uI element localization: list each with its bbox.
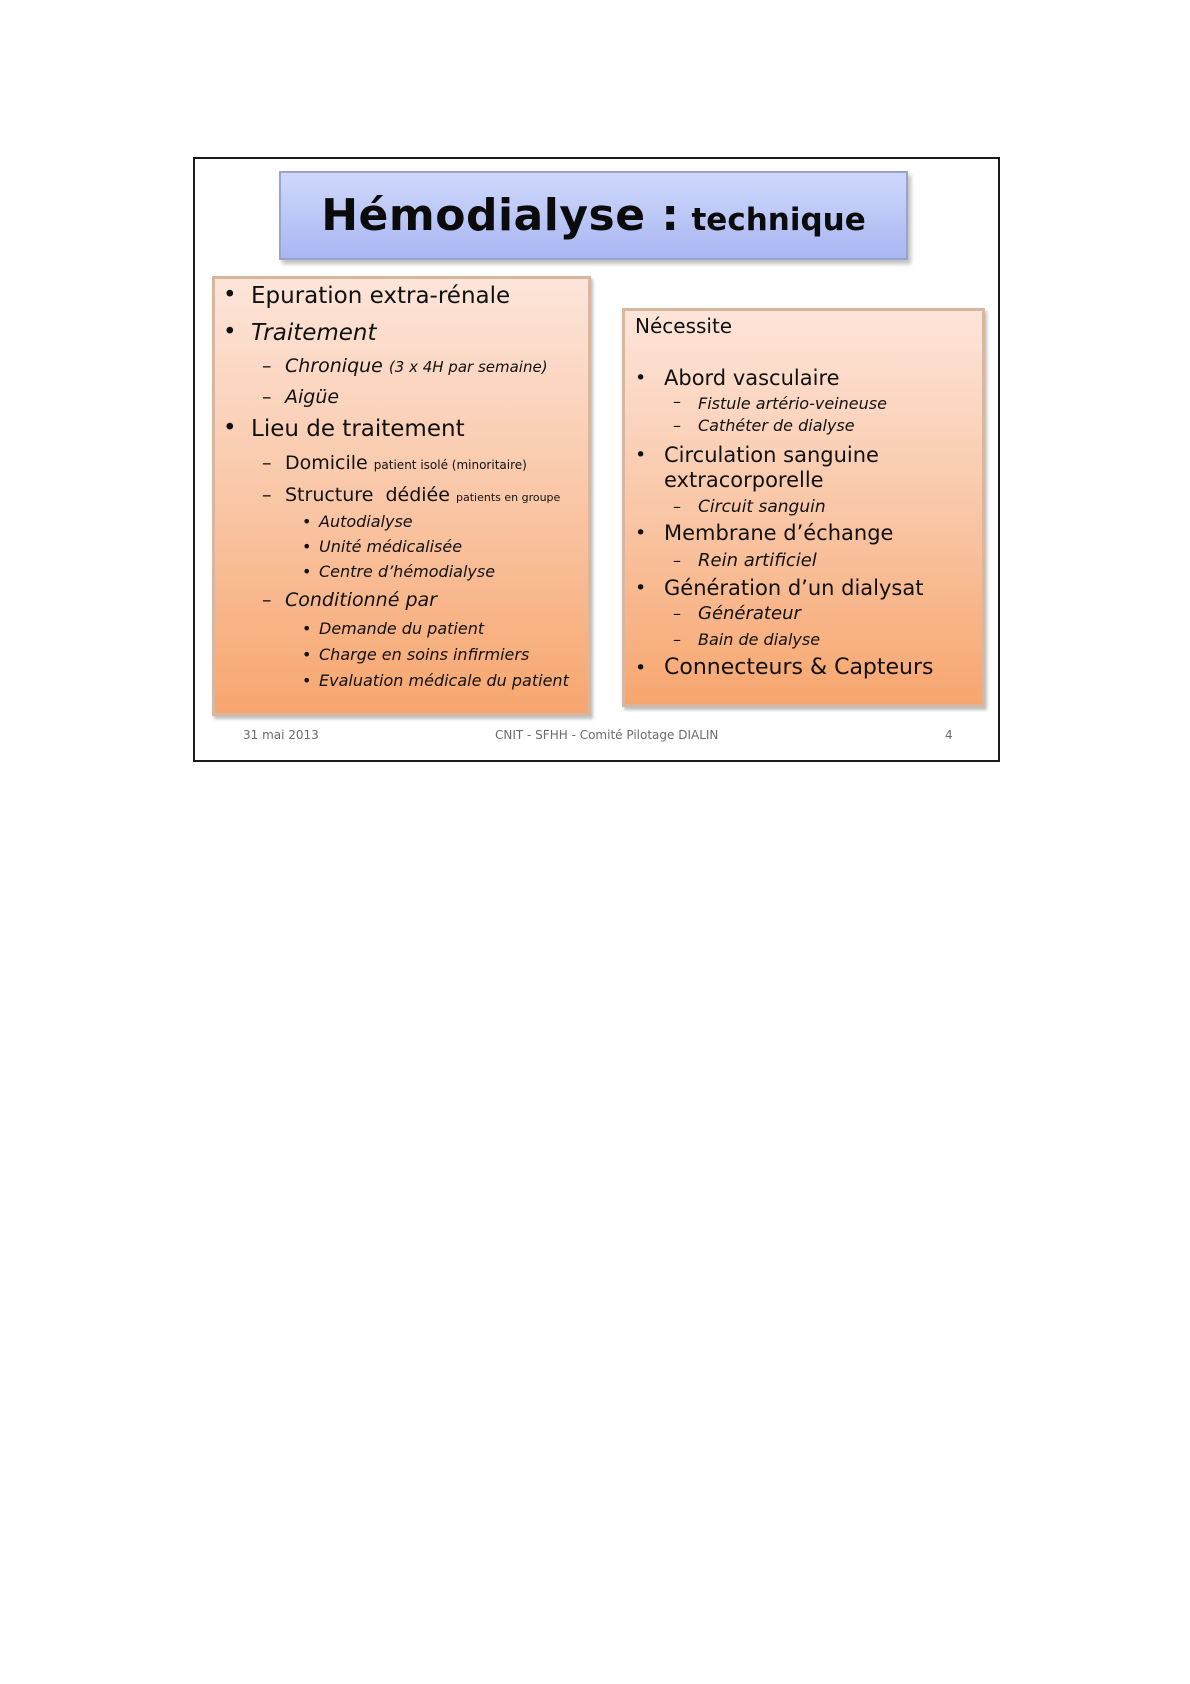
left-panel bbox=[212, 276, 591, 716]
right-panel bbox=[622, 308, 985, 707]
footer-date: 31 mai 2013 bbox=[243, 728, 319, 742]
sub-domicile bbox=[285, 452, 527, 474]
dash-glyph: – bbox=[673, 392, 681, 411]
bullet-abord: Abord vasculaire bbox=[664, 366, 840, 390]
bullet-glyph: • bbox=[302, 619, 312, 638]
sub-domicile-note: patient isolé (minoritaire) bbox=[373, 458, 527, 472]
sub-aigue: Aigüe bbox=[285, 386, 340, 408]
bullet-glyph: • bbox=[635, 444, 647, 466]
dash-glyph: – bbox=[262, 589, 272, 611]
slide-title bbox=[279, 171, 908, 260]
dash-glyph: – bbox=[673, 497, 681, 516]
bullet-glyph: • bbox=[635, 367, 647, 389]
bullet-connecteurs: Connecteurs & Capteurs bbox=[664, 655, 934, 680]
bullet-glyph: • bbox=[302, 671, 312, 690]
generation-item: Bain de dialyse bbox=[698, 630, 821, 649]
sub-chronique-label: Chronique bbox=[285, 355, 383, 377]
footer-center: CNIT - SFHH - Comité Pilotage DIALIN bbox=[495, 728, 719, 742]
dash-glyph: – bbox=[262, 484, 272, 506]
bullet-glyph: • bbox=[635, 522, 647, 544]
circulation-item: Circuit sanguin bbox=[698, 497, 826, 517]
structure-item: Centre d’hémodialyse bbox=[319, 562, 496, 581]
title-sub: technique bbox=[691, 201, 866, 238]
dash-glyph: – bbox=[262, 386, 272, 408]
sub-chronique bbox=[285, 355, 548, 377]
footer-page-number: 4 bbox=[945, 728, 953, 742]
bullet-glyph: • bbox=[302, 645, 312, 664]
bullet-membrane: Membrane d’échange bbox=[664, 521, 894, 545]
sub-domicile-label: Domicile bbox=[285, 452, 368, 474]
generation-item: Générateur bbox=[698, 603, 801, 624]
structure-item: Unité médicalisée bbox=[319, 537, 463, 556]
dash-glyph: – bbox=[262, 452, 272, 474]
bullet-glyph: • bbox=[635, 577, 647, 599]
sub-conditionne: Conditionné par bbox=[285, 589, 437, 611]
bullet-generation: Génération d’un dialysat bbox=[664, 576, 924, 600]
bullet-glyph: • bbox=[223, 415, 237, 441]
bullet-epuration: Epuration extra-rénale bbox=[251, 283, 511, 309]
abord-item: Cathéter de dialyse bbox=[698, 416, 855, 435]
abord-item: Fistule artério-veineuse bbox=[698, 394, 887, 413]
sub-structure-note: patients en groupe bbox=[455, 491, 561, 504]
slide bbox=[193, 157, 1000, 762]
sub-structure bbox=[285, 484, 560, 506]
dash-glyph: – bbox=[673, 604, 681, 623]
right-heading: Nécessite bbox=[635, 314, 733, 338]
bullet-lieu: Lieu de traitement bbox=[251, 416, 465, 442]
sub-chronique-note: (3 x 4H par semaine) bbox=[388, 358, 548, 376]
bullet-glyph: • bbox=[223, 319, 237, 345]
bullet-glyph: • bbox=[223, 282, 237, 308]
conditionne-item: Charge en soins infirmiers bbox=[319, 645, 530, 664]
membrane-item: Rein artificiel bbox=[698, 550, 817, 571]
structure-item: Autodialyse bbox=[319, 512, 413, 531]
dash-glyph: – bbox=[673, 416, 681, 435]
bullet-glyph: • bbox=[635, 657, 647, 679]
sub-structure-label: Structure dédiée bbox=[285, 484, 450, 506]
bullet-circulation-1: Circulation sanguine bbox=[664, 443, 879, 467]
bullet-glyph: • bbox=[302, 562, 312, 581]
dash-glyph: – bbox=[262, 355, 272, 377]
title-main: Hémodialyse : bbox=[321, 190, 680, 241]
bullet-glyph: • bbox=[302, 537, 312, 556]
bullet-circulation-2: extracorporelle bbox=[664, 468, 824, 492]
conditionne-item: Demande du patient bbox=[319, 619, 485, 638]
conditionne-item: Evaluation médicale du patient bbox=[319, 671, 569, 690]
bullet-traitement: Traitement bbox=[251, 320, 377, 346]
bullet-glyph: • bbox=[302, 512, 312, 531]
dash-glyph: – bbox=[673, 551, 681, 570]
dash-glyph: – bbox=[673, 630, 681, 649]
